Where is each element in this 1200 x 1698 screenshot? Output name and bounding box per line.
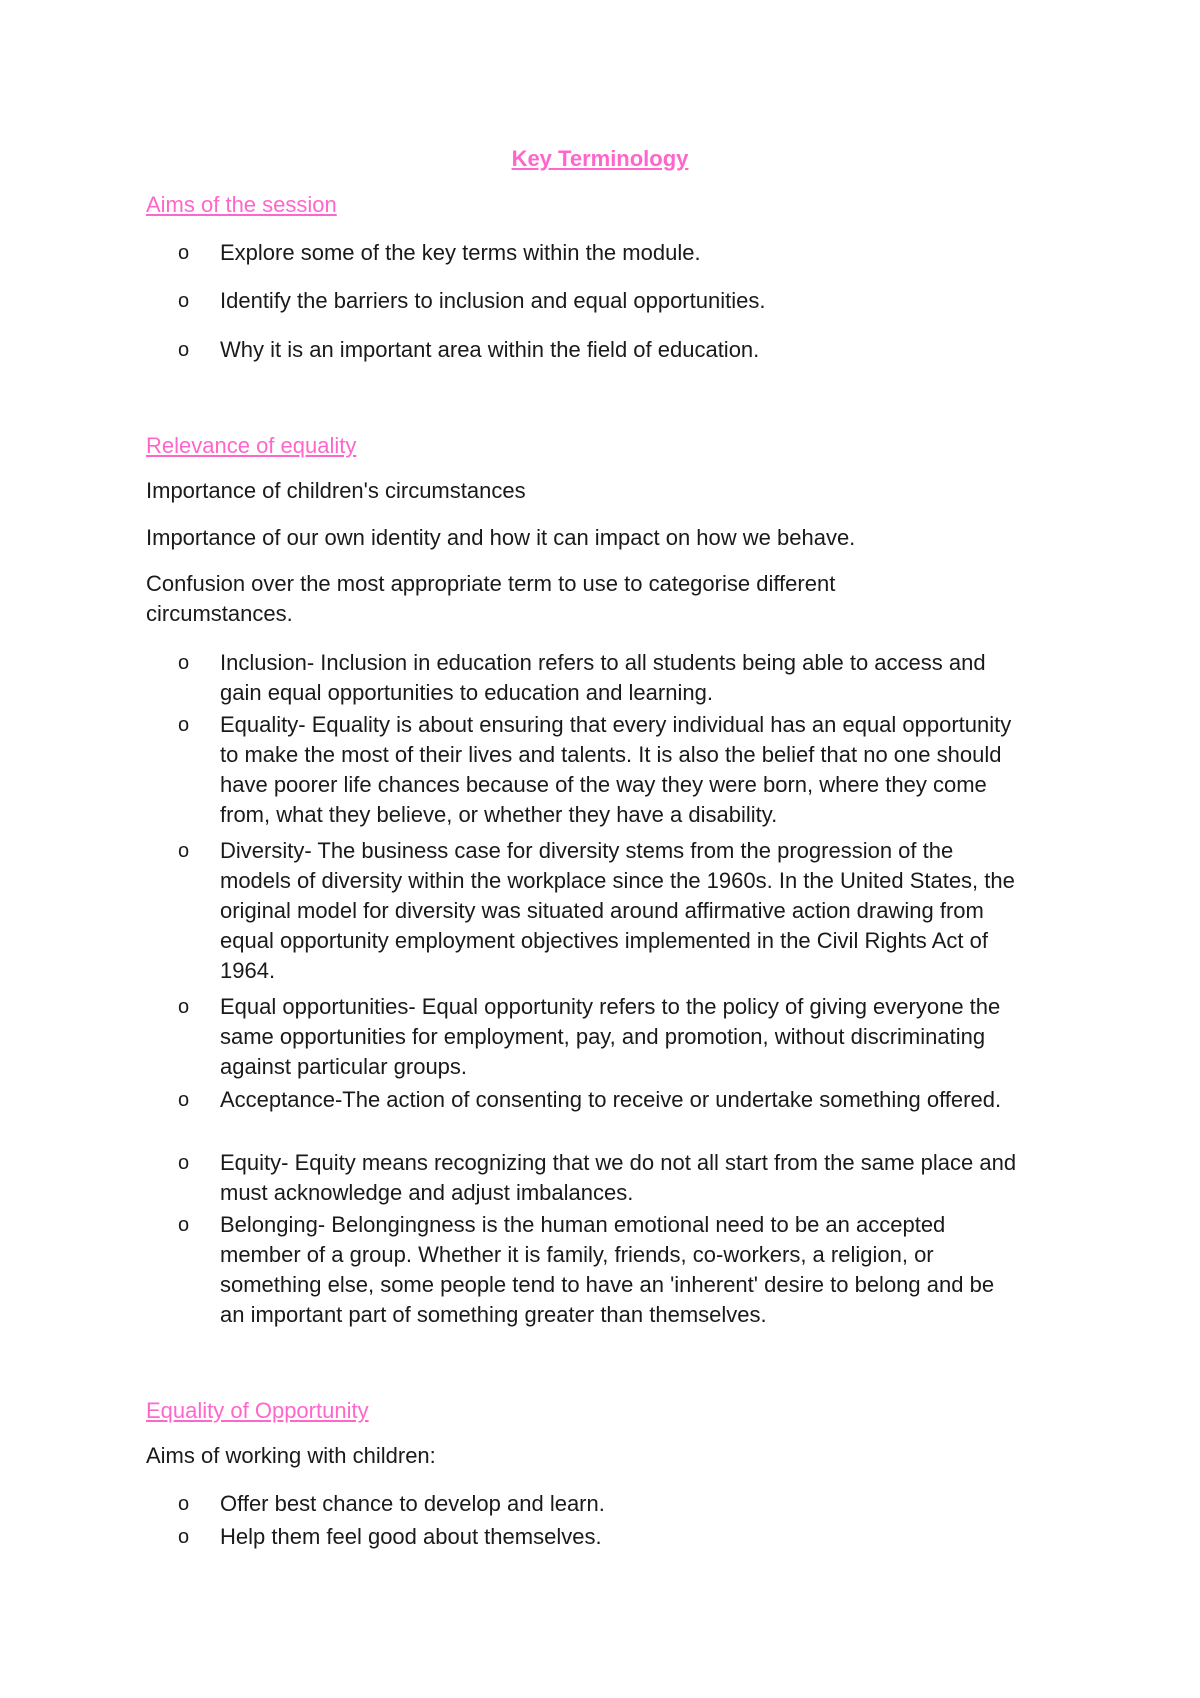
- list-item-text: Equity- Equity means recognizing that we do not all start from the same place and must acknowledge and adjust imbalances.: [220, 1150, 1017, 1205]
- bullet-marker: o: [178, 714, 190, 736]
- bullet-marker: o: [178, 1526, 190, 1548]
- list-item-text: Belonging- Belongingness is the human emotional need to be an accepted member of a group. Whether it is family, friends, co-workers, a religion, or something else, some people tend to have an 'inherent' desire to belong and be an important part of something greater than themselves.: [220, 1212, 995, 1327]
- list-item-text: Acceptance-The action of consenting to receive or undertake something offered.: [220, 1087, 1002, 1112]
- section-heading-equality-of-opportunity: Equality of Opportunity: [146, 1398, 369, 1423]
- paragraph: Importance of our own identity and how it can impact on how we behave.: [146, 525, 856, 550]
- bullet-marker: o: [178, 339, 190, 361]
- list-item-text: Help them feel good about themselves.: [220, 1524, 602, 1549]
- bullet-marker: o: [178, 1152, 190, 1174]
- list-item-text: Equal opportunities- Equal opportunity refers to the policy of giving everyone the same opportunities for employment, pay, and promotion, without discriminating against particular groups.: [220, 994, 1001, 1079]
- bullet-marker: o: [178, 996, 190, 1018]
- page-title: Key Terminology: [511, 146, 689, 171]
- paragraph: Aims of working with children:: [146, 1443, 436, 1468]
- paragraph: Importance of children's circumstances: [146, 478, 526, 503]
- list-item-text: Identify the barriers to inclusion and equal opportunities.: [220, 288, 766, 313]
- paragraph: Confusion over the most appropriate term to use to categorise different circumstances.: [146, 571, 836, 626]
- list-item-text: Offer best chance to develop and learn.: [220, 1491, 605, 1516]
- bullet-marker: o: [178, 1214, 190, 1236]
- list-item-text: Inclusion- Inclusion in education refers to all students being able to access and gain equal opportunities to education and learning.: [220, 650, 986, 705]
- list-item-text: Equality- Equality is about ensuring that every individual has an equal opportunity to make the most of their lives and talents. It is also the belief that no one should have poorer life chances because of the way they were born, where they come from, what they believe, or whether they have a disability.: [220, 712, 1012, 827]
- bullet-marker: o: [178, 290, 190, 312]
- bullet-marker: o: [178, 1089, 190, 1111]
- bullet-marker: o: [178, 1493, 190, 1515]
- bullet-marker: o: [178, 242, 190, 264]
- section-heading-aims: Aims of the session: [146, 192, 337, 217]
- list-item-text: Explore some of the key terms within the module.: [220, 240, 701, 265]
- list-item-text: Why it is an important area within the field of education.: [220, 337, 760, 362]
- section-heading-relevance: Relevance of equality: [146, 433, 357, 458]
- bullet-marker: o: [178, 840, 190, 862]
- bullet-marker: o: [178, 652, 190, 674]
- list-item-text: Diversity- The business case for diversity stems from the progression of the models of diversity within the workplace since the 1960s. In the United States, the original model for diversity was situated around affirmative action drawing from equal opportunity employment objectives implemented in the Civil Rights Act of 1964.: [220, 838, 1015, 983]
